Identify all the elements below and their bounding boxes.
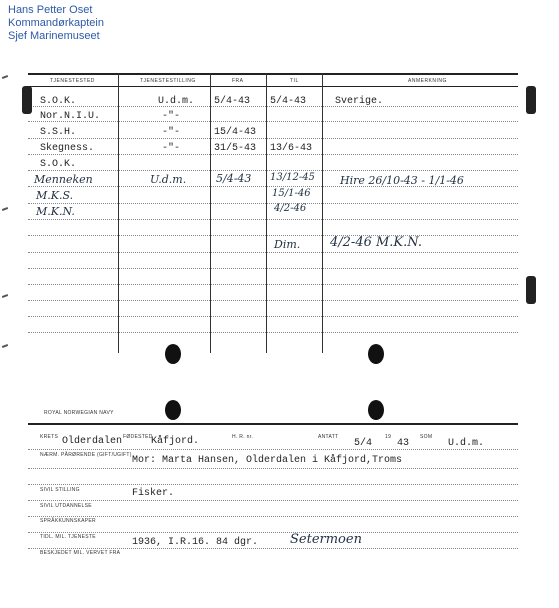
row4-stilling: -"- xyxy=(162,143,181,154)
label-parorende: NÆRM. PÅRØRENDE (GIFT/UGIFT) xyxy=(40,452,132,458)
hand-r6-til: 13/12-45 xyxy=(270,172,315,183)
row-rule xyxy=(28,316,518,317)
row-rule xyxy=(28,468,518,469)
label-sivil-utdannelse: SIVIL UTDANNELSE xyxy=(40,503,92,509)
row-rule xyxy=(28,170,518,171)
row3-fra: 15/4-43 xyxy=(214,127,257,138)
col-header-til: TIL xyxy=(290,78,299,84)
row-rule xyxy=(28,548,518,549)
binder-tab xyxy=(526,86,536,114)
value-tidl-hand: Setermoen xyxy=(290,532,362,547)
binder-tab xyxy=(526,276,536,304)
row-rule xyxy=(28,300,518,301)
row-rule xyxy=(28,252,518,253)
column-divider xyxy=(118,73,119,353)
row1-sted: S.O.K. xyxy=(40,96,77,107)
label-sivil-stilling: SIVIL STILLING xyxy=(40,487,80,493)
col-header-tjenestestilling: TJENESTESTILLING xyxy=(140,78,196,84)
hand-r7-til: 15/1-46 xyxy=(272,188,311,199)
row-rule xyxy=(28,138,518,139)
value-fodested: Kåfjord. xyxy=(151,436,200,447)
navy-label: ROYAL NORWEGIAN NAVY xyxy=(44,410,114,416)
row-rule xyxy=(28,121,518,122)
row4-sted: Skegness. xyxy=(40,143,95,154)
column-divider xyxy=(266,73,267,353)
column-divider xyxy=(322,73,323,353)
label-hr: H. R. nr. xyxy=(232,434,254,440)
hand-r6-fra: 5/4-43 xyxy=(216,172,252,185)
hand-r6-sted: Menneken xyxy=(34,173,93,186)
punch-hole xyxy=(165,344,181,364)
label-year-prefix: 19 xyxy=(385,434,392,440)
value-parorende: Mor: Marta Hansen, Olderdalen i Kåfjord,Troms xyxy=(132,455,403,466)
row-rule xyxy=(28,516,518,517)
col-header-anmerkning: ANMERKNING xyxy=(408,78,447,84)
hand-r6-stilling: U.d.m. xyxy=(150,173,187,186)
row-rule xyxy=(28,284,518,285)
header-rule xyxy=(28,86,518,87)
header-name: Hans Petter Oset xyxy=(8,4,93,16)
label-fodested: FØDESTED xyxy=(123,434,153,440)
punch-hole xyxy=(165,400,181,420)
punch-hole xyxy=(368,400,384,420)
row1-til: 5/4-43 xyxy=(270,96,307,107)
row-rule xyxy=(28,268,518,269)
value-tidl-mil-tjeneste: 1936, I.R.16. 84 dgr. xyxy=(132,537,259,548)
margin-mark xyxy=(2,344,8,348)
row-rule xyxy=(28,500,518,501)
hand-r8-til: 4/2-46 xyxy=(274,203,307,214)
margin-mark xyxy=(2,294,8,298)
card-top-border xyxy=(28,73,518,75)
margin-mark xyxy=(2,207,8,211)
row1-stilling: U.d.m. xyxy=(158,96,195,107)
binder-tab xyxy=(22,86,32,114)
col-header-tjenestested: TJENESTESTED xyxy=(50,78,95,84)
row3-stilling: -"- xyxy=(162,127,181,138)
row-rule xyxy=(28,449,518,450)
col-header-fra: FRA xyxy=(232,78,244,84)
row-rule xyxy=(28,532,518,533)
row1-fra: 5/4-43 xyxy=(214,96,251,107)
margin-mark xyxy=(2,75,8,79)
row-rule xyxy=(28,154,518,155)
row-rule xyxy=(28,235,518,236)
hand-dim: Dim. xyxy=(274,238,301,251)
row1-anm: Sverige. xyxy=(335,96,384,107)
label-sprakkunnskaper: SPRÅKKUNNSKAPER xyxy=(40,518,96,524)
value-antatt-date: 5/4 xyxy=(354,438,373,449)
row-rule xyxy=(28,332,518,333)
header-title: Sjef Marinemuseet xyxy=(8,30,100,42)
hand-r8-sted: M.K.N. xyxy=(36,205,75,218)
row4-fra: 31/5-43 xyxy=(214,143,257,154)
value-som: U.d.m. xyxy=(448,438,485,449)
header-rank: Kommandørkaptein xyxy=(8,17,104,29)
row2-stilling: -"- xyxy=(162,111,181,122)
column-divider xyxy=(210,73,211,353)
label-tidl-mil-tjeneste: TIDL. MIL. TJENESTE xyxy=(40,534,96,540)
row-rule xyxy=(28,203,518,204)
row-rule xyxy=(28,219,518,220)
label-som: SOM xyxy=(420,434,433,440)
row-rule xyxy=(28,484,518,485)
value-krets: Olderdalen xyxy=(62,436,123,447)
row5-sted: S.O.K. xyxy=(40,159,77,170)
value-antatt-year: 43 xyxy=(397,438,410,449)
hand-r7-sted: M.K.S. xyxy=(36,189,74,202)
value-sivil-stilling: Fisker. xyxy=(132,488,175,499)
card-rule xyxy=(28,423,518,425)
row2-sted: Nor.N.I.U. xyxy=(40,111,101,122)
label-beskjed: BESKJEDET MIL. VERVET FRA xyxy=(40,550,121,556)
hand-dim-anm: 4/2-46 M.K.N. xyxy=(330,235,422,250)
label-krets: KRETS xyxy=(40,434,59,440)
label-antatt: ANTATT xyxy=(318,434,339,440)
row4-til: 13/6-43 xyxy=(270,143,313,154)
punch-hole xyxy=(368,344,384,364)
hand-r6-anm: Hire 26/10-43 - 1/1-46 xyxy=(340,174,464,187)
row3-sted: S.S.H. xyxy=(40,127,77,138)
